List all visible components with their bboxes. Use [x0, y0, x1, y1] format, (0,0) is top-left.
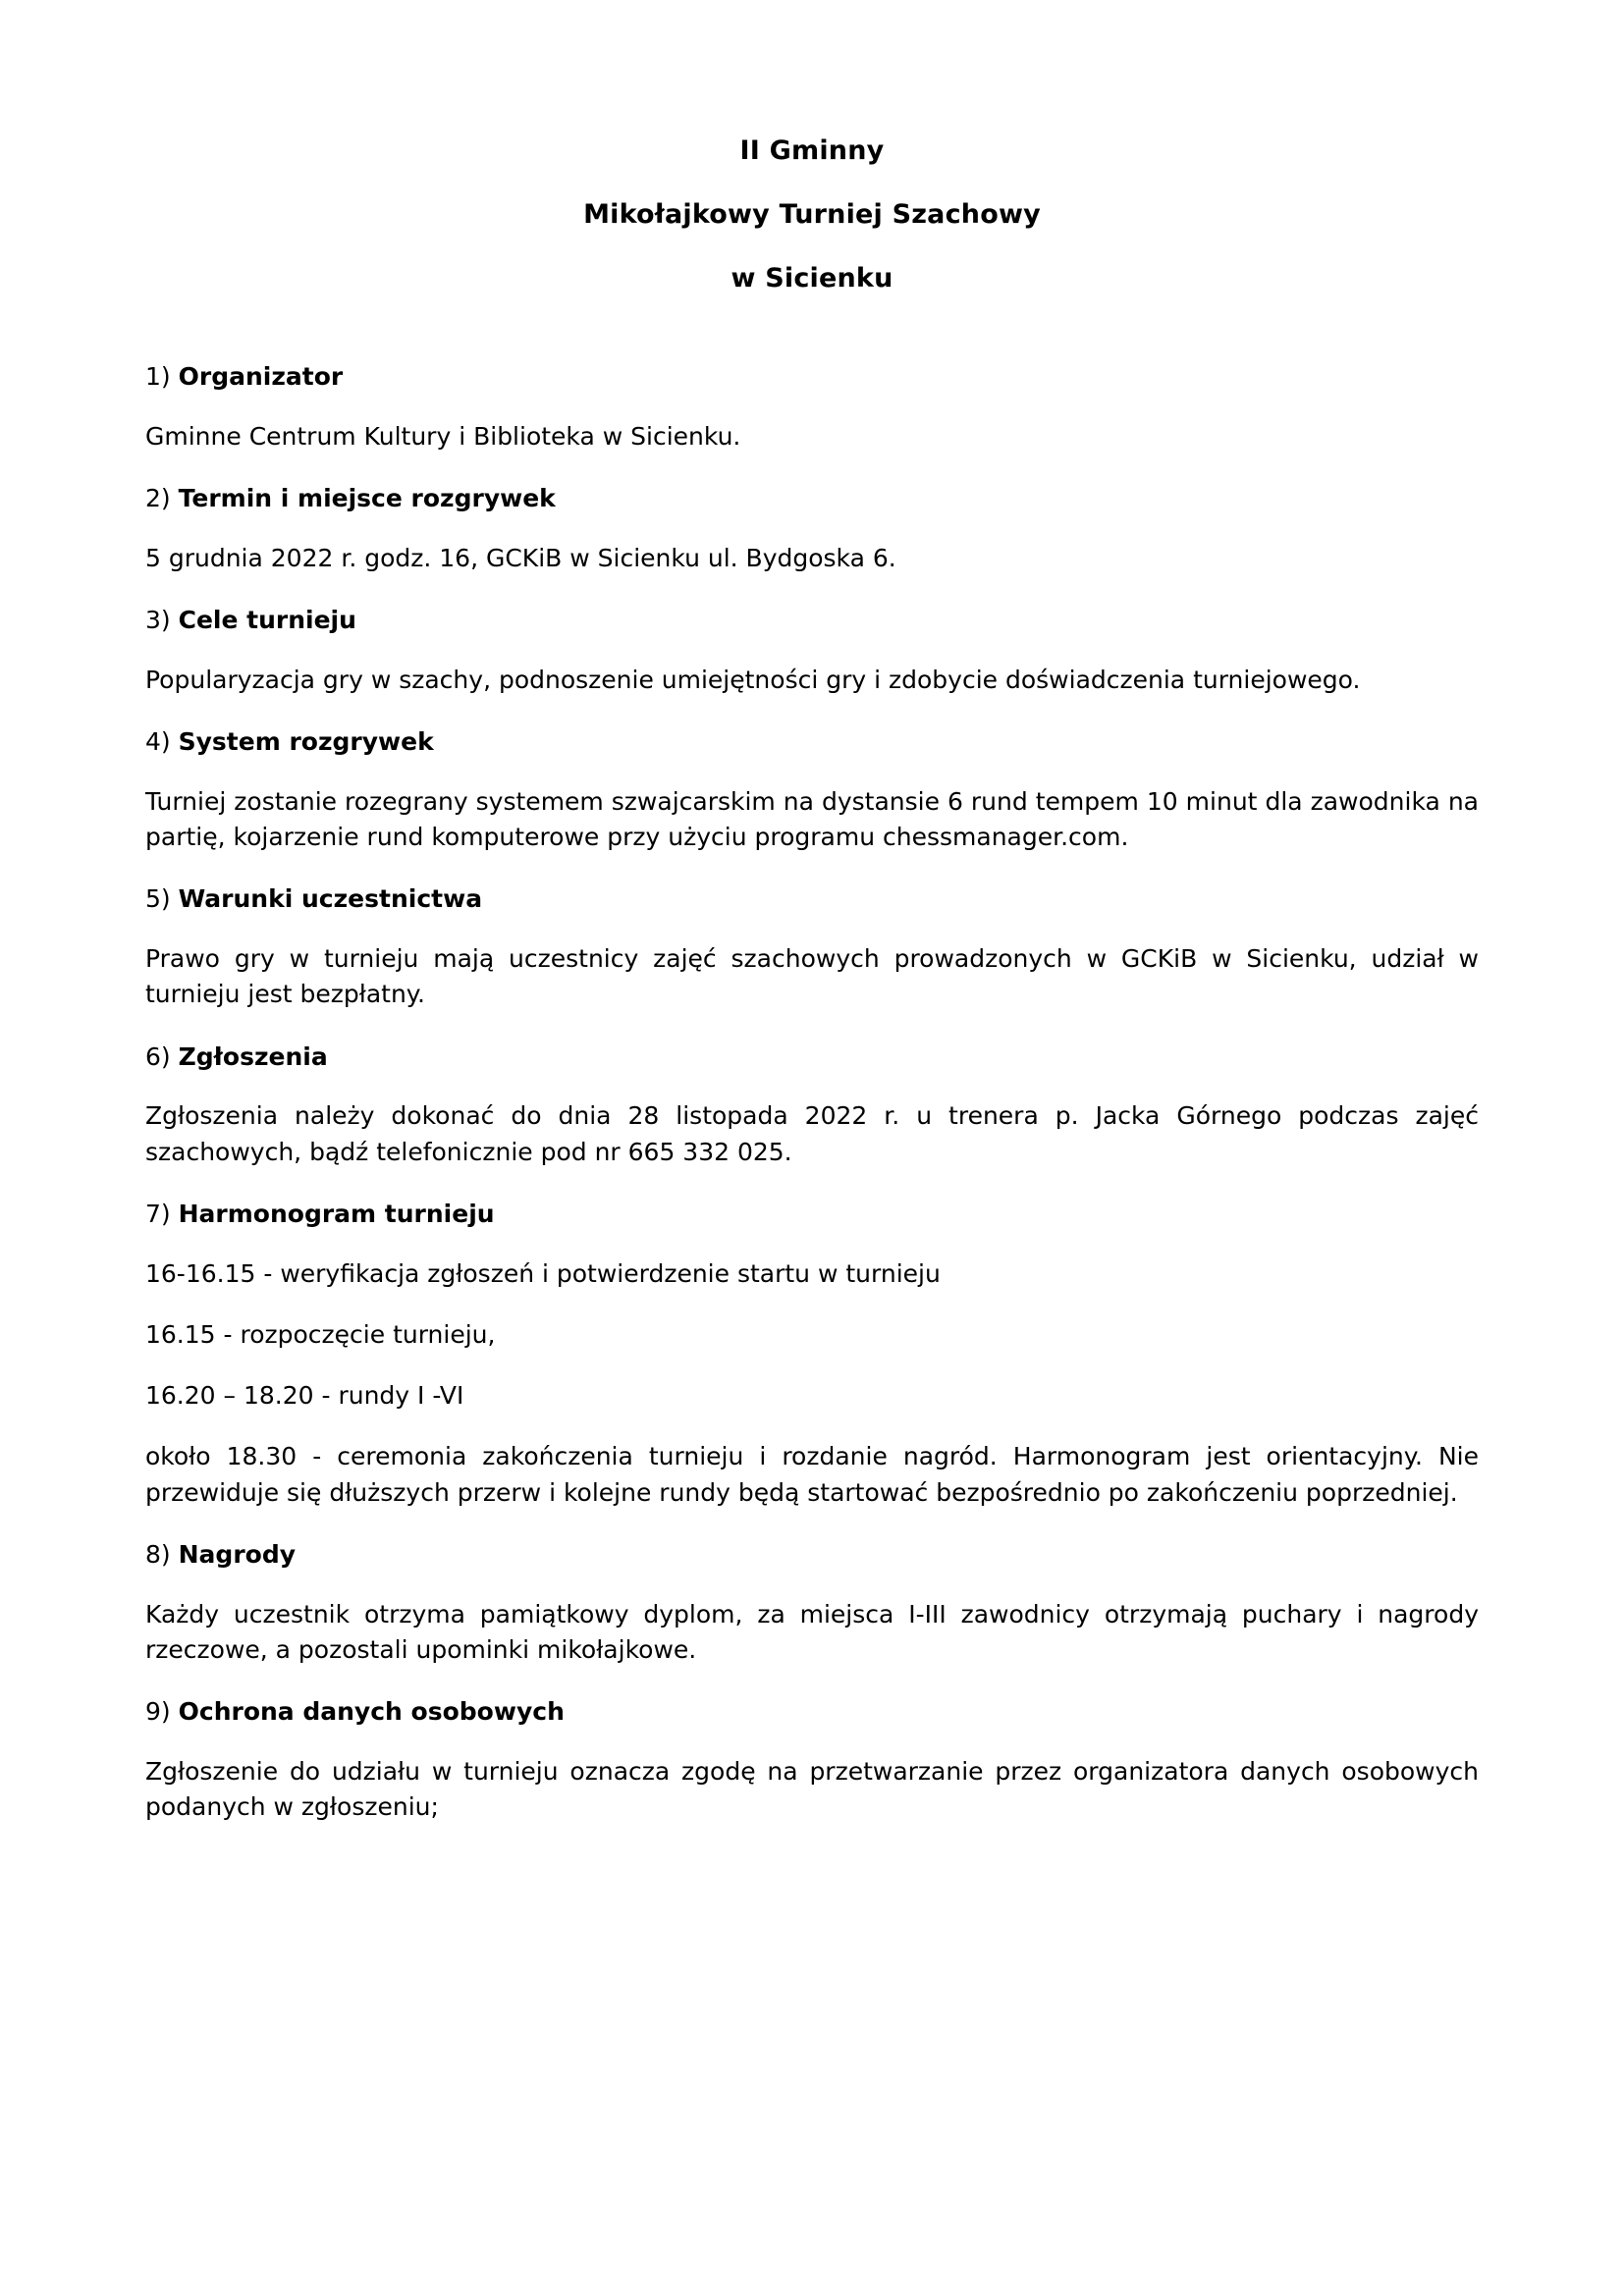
- section-heading: [145, 604, 1479, 637]
- section-warunki-uczestnictwa: [145, 882, 1479, 1012]
- section-paragraph: 5 grudnia 2022 r. godz. 16, GCKiB w Sicienku ul. Bydgoska 6.: [145, 543, 896, 572]
- section-number: 6): [145, 1041, 171, 1071]
- section-number: 1): [145, 362, 171, 391]
- title-line-1: II Gminny: [739, 135, 885, 166]
- section-title: System rozgrywek: [178, 727, 434, 756]
- section-number: 8): [145, 1539, 171, 1569]
- section-number: 9): [145, 1697, 171, 1726]
- section-nagrody: [145, 1538, 1479, 1668]
- section-paragraph: Zgłoszenia należy dokonać do dnia 28 listopada 2022 r. u trenera p. Jacka Górnego podczas zajęć szachowych, bądź telefonicznie pod nr 665 332 025.: [145, 1101, 1479, 1166]
- section-zgloszenia: [145, 1041, 1479, 1170]
- section-paragraph: 16.15 - rozpoczęcie turnieju,: [145, 1319, 496, 1349]
- section-paragraph: Gminne Centrum Kultury i Biblioteka w Sicienku.: [145, 421, 741, 451]
- section-heading: [145, 482, 1479, 515]
- section-number: 3): [145, 606, 171, 634]
- section-harmonogram-turnieju: [145, 1198, 1479, 1511]
- section-heading: [145, 882, 1479, 916]
- section-cele-turnieju: [145, 604, 1479, 698]
- section-title: Nagrody: [178, 1539, 297, 1569]
- section-number: 2): [145, 484, 171, 512]
- section-title: Termin i miejsce rozgrywek: [178, 484, 556, 512]
- section-paragraph: około 18.30 - ceremonia zakończenia turnieju i rozdanie nagród. Harmonogram jest orientacyjny. Nie przewiduje się dłuższych przerw i kolejne rundy będą startować bezpośrednio po zakończeniu poprzedniej.: [145, 1442, 1479, 1507]
- section-title: Warunki uczestnictwa: [178, 884, 483, 914]
- section-paragraph: 16-16.15 - weryfikacja zgłoszeń i potwierdzenie startu w turnieju: [145, 1258, 941, 1288]
- section-heading: [145, 1198, 1479, 1231]
- section-paragraph: 16.20 – 18.20 - rundy I -VI: [145, 1381, 464, 1410]
- section-paragraph: Każdy uczestnik otrzyma pamiątkowy dyplom, za miejsca I-III zawodnicy otrzymają puchary i nagrody rzeczowe, a pozostali upominki mikołajkowe.: [145, 1599, 1479, 1664]
- section-organizator: [145, 360, 1479, 454]
- section-paragraph: Prawo gry w turnieju mają uczestnicy zajęć szachowych prowadzonych w GCKiB w Sicienku, udział w turnieju jest bezpłatny.: [145, 944, 1479, 1009]
- title-spacer: [145, 292, 1479, 360]
- title-line-2: Mikołajkowy Turniej Szachowy: [583, 199, 1041, 230]
- section-number: 4): [145, 727, 171, 756]
- section-paragraph: Popularyzacja gry w szachy, podnoszenie umiejętności gry i zdobycie doświadczenia turniejowego.: [145, 665, 1361, 694]
- section-title: Ochrona danych osobowych: [178, 1697, 565, 1726]
- section-number: 5): [145, 884, 171, 914]
- section-heading: [145, 725, 1479, 759]
- section-heading: [145, 1538, 1479, 1572]
- section-title: Zgłoszenia: [178, 1041, 328, 1071]
- document-title: [145, 137, 1479, 292]
- section-heading: [145, 360, 1479, 394]
- section-heading: [145, 1695, 1479, 1729]
- section-system-rozgrywek: [145, 725, 1479, 855]
- section-ochrona-danych-osobowych: [145, 1695, 1479, 1825]
- section-paragraph: Turniej zostanie rozegrany systemem szwajcarskim na dystansie 6 rund tempem 10 minut dla zawodnika na partię, kojarzenie rund komputerowe przy użyciu programu chessmanager.com.: [145, 786, 1479, 851]
- section-title: Harmonogram turnieju: [178, 1199, 495, 1228]
- section-title: Cele turnieju: [178, 606, 356, 634]
- section-termin-i-miejsce-rozgrywek: [145, 482, 1479, 576]
- section-paragraph: Zgłoszenie do udziału w turnieju oznacza zgodę na przetwarzanie przez organizatora danych osobowych podanych w zgłoszeniu;: [145, 1756, 1479, 1821]
- section-heading: [145, 1041, 1479, 1074]
- section-number: 7): [145, 1199, 171, 1228]
- title-line-3: w Sicienku: [731, 263, 893, 294]
- section-title: Organizator: [178, 362, 344, 391]
